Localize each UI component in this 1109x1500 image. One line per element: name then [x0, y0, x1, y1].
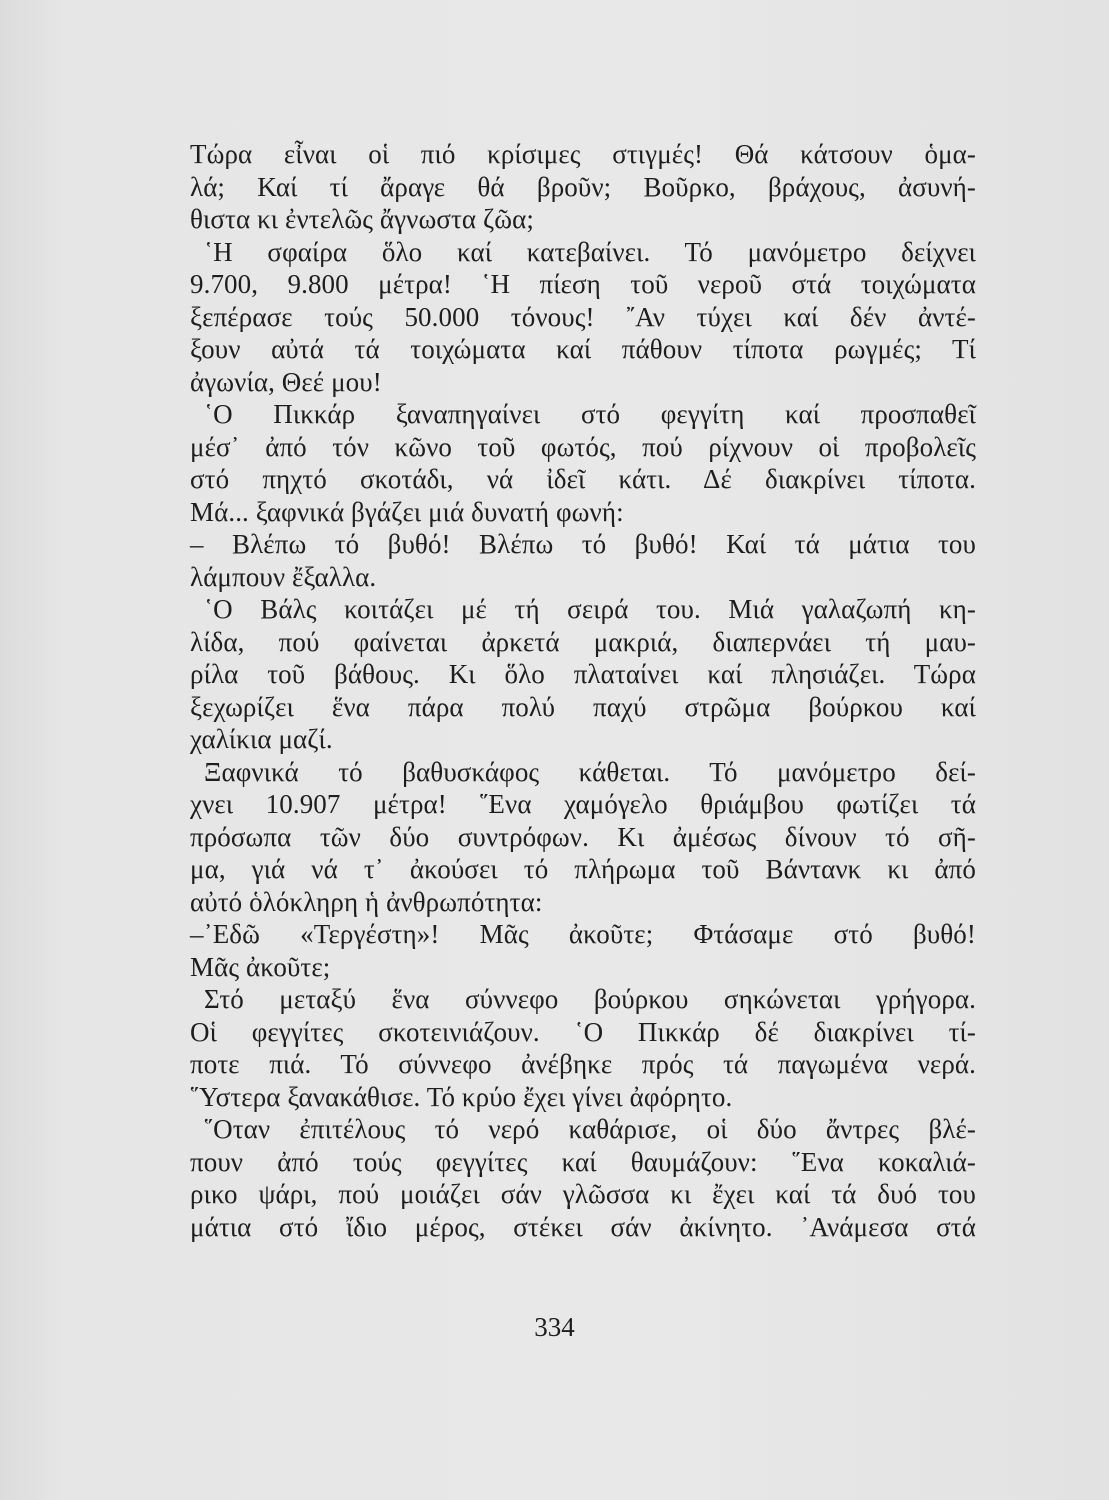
- text-line: μέσ᾽ ἀπό τόν κῶνο τοῦ φωτός, πού ρίχνουν οἱ προβολεῖς: [190, 431, 976, 462]
- text-line: μάτια στό ἴδιο μέρος, στέκει σάν ἀκίνητο. ᾽Ανάμεσα στά: [190, 1211, 976, 1242]
- text-line: Ξαφνικά τό βαθυσκάφος κάθεται. Τό μανόμετρο δεί-: [204, 756, 976, 787]
- text-line: λίδα, πού φαίνεται ἀρκετά μακριά, διαπερνάει τή μαυ-: [190, 626, 976, 657]
- text-line: στό πηχτό σκοτάδι, νά ἰδεῖ κάτι. Δέ διακρίνει τίποτα.: [190, 464, 976, 494]
- text-line: ῾Ο Βάλς κοιτάζει μέ τή σειρά του. Μιά γαλαζωπή κη-: [204, 594, 976, 624]
- text-line: ξουν αὐτά τά τοιχώματα καί πάθουν τίποτα ρωγμές; Τί: [190, 334, 976, 364]
- text-line: λά; Καί τί ἄραγε θά βροῦν; Βοῦρκο, βράχους, ἀσυνή-: [190, 171, 976, 202]
- text-line: Τώρα εἶναι οἱ πιό κρίσιμες στιγμές! Θά κάτσουν ὁμα-: [190, 139, 976, 169]
- text-line: –᾽Εδῶ «Τεργέστη»! Μᾶς ἀκοῦτε; Φτάσαμε στό βυθό!: [190, 919, 976, 949]
- text-line: ποτε πιά. Τό σύννεφο ἀνέβηκε πρός τά παγωμένα νερά.: [190, 1049, 976, 1079]
- text-line: μα, γιά νά τ᾽ ἀκούσει τό πλήρωμα τοῦ Βάντανκ κι ἀπό: [190, 854, 976, 884]
- text-line: θιστα κι ἐντελῶς ἄγνωστα ζῶα;: [190, 204, 535, 234]
- text-line: ρίλα τοῦ βάθους. Κι ὅλο πλαταίνει καί πλησιάζει. Τώρα: [190, 659, 976, 689]
- text-line: Οἱ φεγγίτες σκοτεινιάζουν. ῾Ο Πικκάρ δέ διακρίνει τί-: [190, 1016, 976, 1047]
- text-line: 9.700, 9.800 μέτρα! ῾Η πίεση τοῦ νεροῦ στά τοιχώματα: [190, 269, 976, 299]
- text-line: Μά... ξαφνικά βγάζει μιά δυνατή φωνή:: [190, 496, 624, 527]
- text-line: Στό μεταξύ ἕνα σύννεφο βούρκου σηκώνεται γρήγορα.: [204, 984, 976, 1014]
- text-line: αὐτό ὁλόκληρη ἡ ἀνθρωπότητα:: [190, 886, 543, 917]
- text-line: πουν ἀπό τούς φεγγίτες καί θαυμάζουν: ῞Ενα κοκαλιά-: [190, 1146, 976, 1177]
- text-line: ἀγωνία, Θεέ μου!: [190, 366, 382, 397]
- text-line: ξεχωρίζει ἕνα πάρα πολύ παχύ στρῶμα βούρκου καί: [190, 691, 976, 722]
- text-line: λάμπουν ἔξαλλα.: [190, 561, 377, 592]
- page-number: 334: [534, 1312, 575, 1342]
- text-line: ῞Οταν ἐπιτέλους τό νερό καθάρισε, οἱ δύο ἄντρες βλέ-: [204, 1114, 976, 1144]
- text-line: ῾Ο Πικκάρ ξαναπηγαίνει στό φεγγίτη καί προσπαθεῖ: [204, 399, 976, 429]
- text-line: Μᾶς ἀκοῦτε;: [190, 951, 331, 982]
- text-line: ῞Υστερα ξανακάθισε. Τό κρύο ἔχει γίνει ἀφόρητο.: [190, 1081, 733, 1112]
- text-line: – Βλέπω τό βυθό! Βλέπω τό βυθό! Καί τά μάτια του: [190, 529, 976, 559]
- text-line: ῾Η σφαίρα ὅλο καί κατεβαίνει. Τό μανόμετρο δείχνει: [204, 236, 976, 267]
- text-line: ξεπέρασε τούς 50.000 τόνους! ῎Αν τύχει καί δέν ἀντέ-: [190, 301, 976, 332]
- text-line: χαλίκια μαζί.: [190, 724, 333, 754]
- text-line: ρικο ψάρι, πού μοιάζει σάν γλῶσσα κι ἔχει καί τά δυό του: [190, 1179, 976, 1209]
- text-line: πρόσωπα τῶν δύο συντρόφων. Κι ἀμέσως δίνουν τό σῆ-: [190, 821, 976, 852]
- text-line: χνει 10.907 μέτρα! ῞Ενα χαμόγελο θριάμβου φωτίζει τά: [190, 789, 976, 819]
- body-text: [190, 138, 976, 1243]
